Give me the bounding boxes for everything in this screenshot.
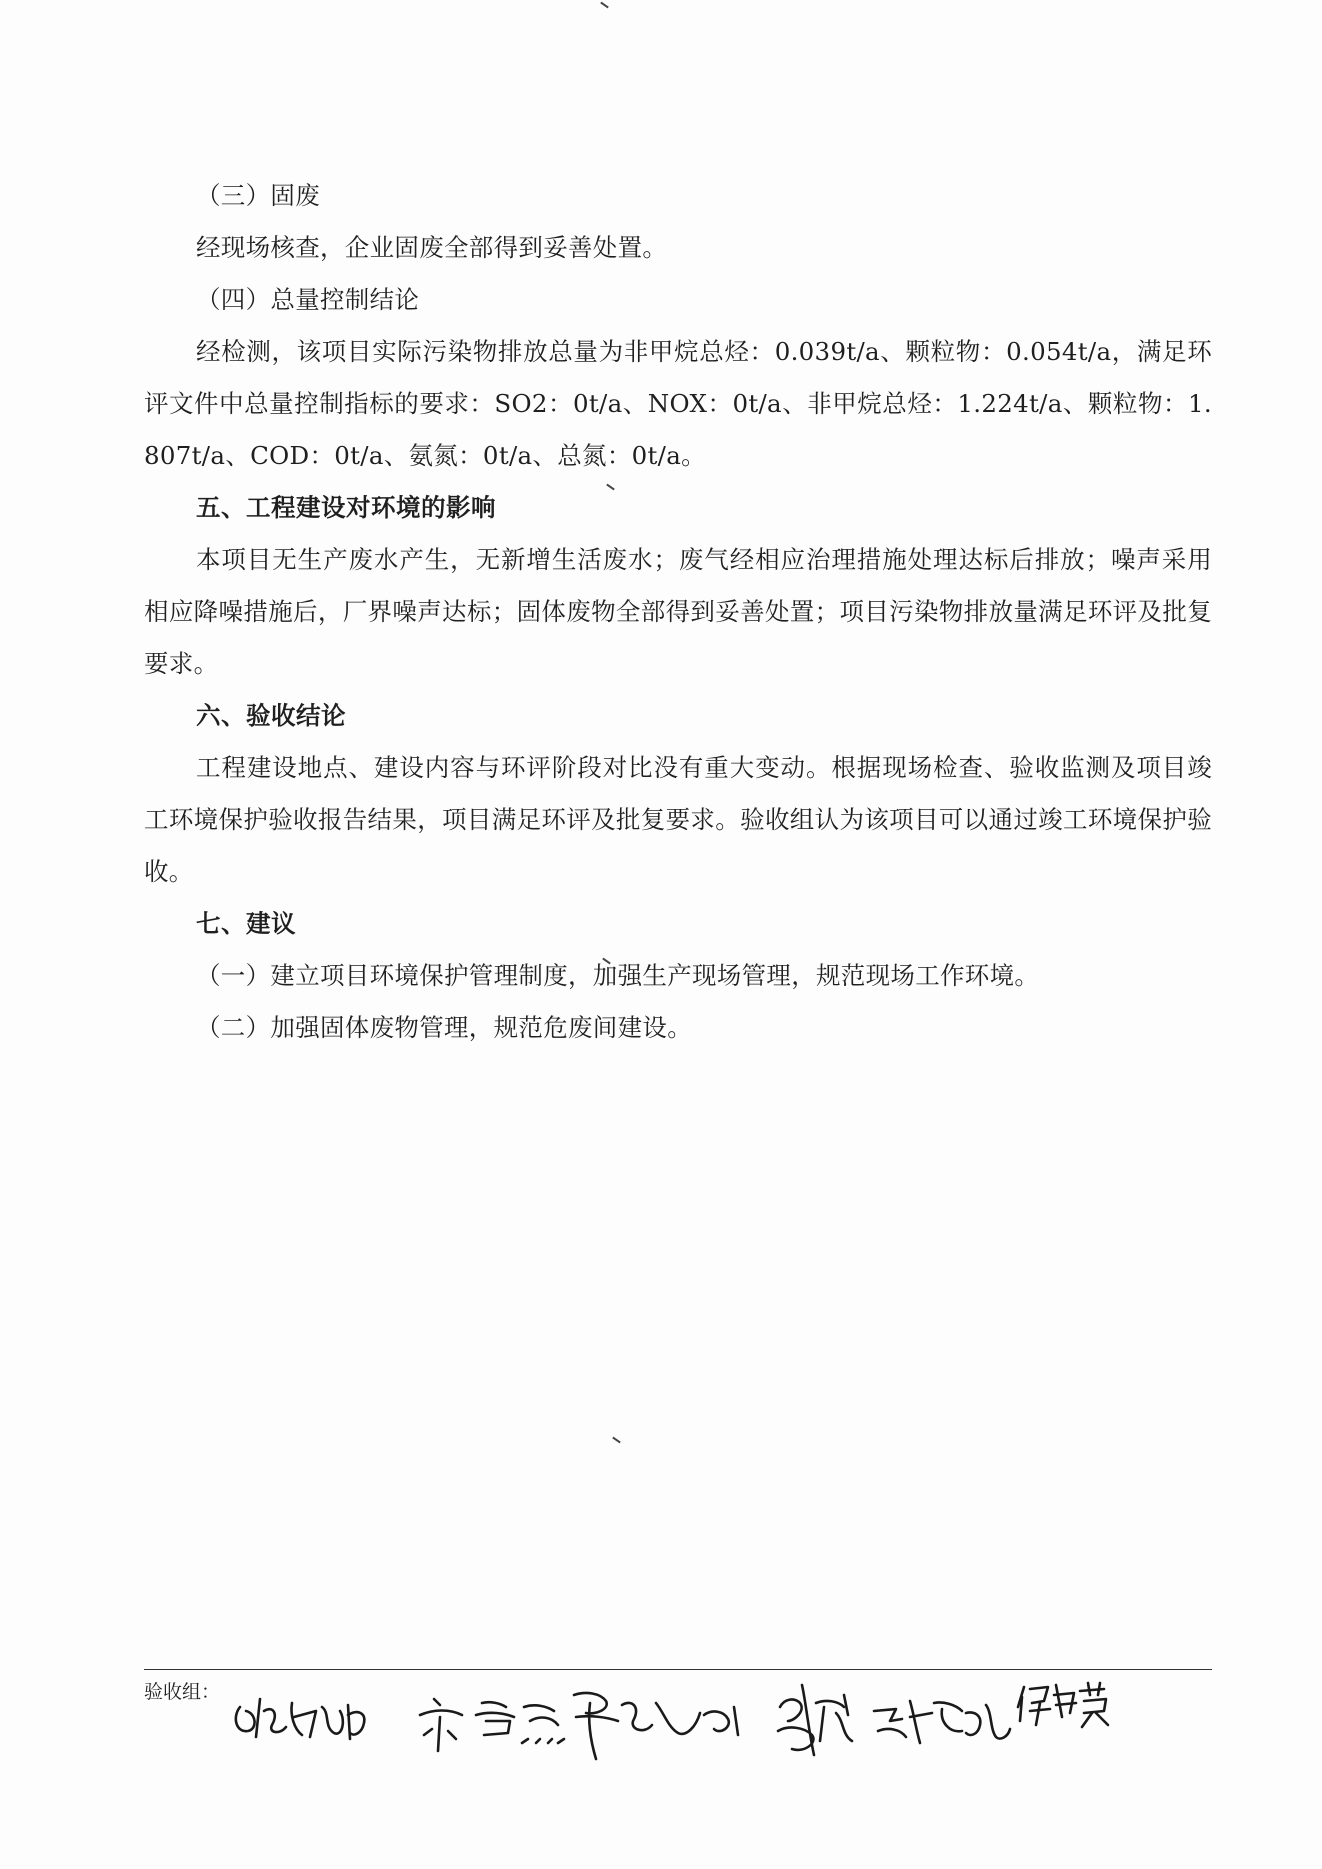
body-paragraph: 工程建设地点、建设内容与环评阶段对比没有重大变动。根据现场检查、验收监测及项目竣工环境保护验收报告结果，项目满足环评及批复要求。验收组认为该项目可以通过竣工环境保护验收。 xyxy=(144,753,1212,886)
signature-2 xyxy=(420,1699,564,1751)
section-subheading: （三）固废 xyxy=(196,181,320,210)
body-paragraph: 经现场核查，企业固废全部得到妥善处置。 xyxy=(196,233,668,262)
recommendation-item: （一）建立项目环境保护管理制度，加强生产现场管理，规范现场工作环境。 xyxy=(196,961,1040,990)
section-heading: 六、验收结论 xyxy=(196,701,346,730)
body-paragraph: 经检测，该项目实际污染物排放总量为非甲烷总烃：0.039t/a、颗粒物：0.054t/a，满足环评文件中总量控制指标的要求：SO2：0t/a、NOX：0t/a、非甲烷总烃：1.224t/a、颗粒物：1.807t/a、COD：0t/a、氨氮：0t/a、总氮：0t/a。 xyxy=(144,337,1212,470)
signature-6 xyxy=(1018,1683,1108,1727)
signature-4 xyxy=(778,1685,852,1755)
section-subheading: （四）总量控制结论 xyxy=(196,285,420,314)
section-heading: 七、建议 xyxy=(196,909,296,938)
signature-3 xyxy=(574,1693,738,1759)
signature-label: 验收组： xyxy=(144,1681,221,1703)
signature-block xyxy=(144,1655,1212,1765)
signature-1 xyxy=(236,1699,364,1739)
handwritten-signatures xyxy=(144,1655,1212,1765)
scan-mark xyxy=(600,2,609,9)
scan-mark xyxy=(612,1437,621,1444)
recommendation-item: （二）加强固体废物管理，规范危废间建设。 xyxy=(196,1013,692,1042)
document-body xyxy=(144,170,1212,1054)
section-heading: 五、工程建设对环境的影响 xyxy=(196,493,496,522)
signature-5 xyxy=(874,1701,1010,1743)
body-paragraph: 本项目无生产废水产生，无新增生活废水；废气经相应治理措施处理达标后排放；噪声采用相应降噪措施后，厂界噪声达标；固体废物全部得到妥善处置；项目污染物排放量满足环评及批复要求。 xyxy=(144,545,1212,678)
